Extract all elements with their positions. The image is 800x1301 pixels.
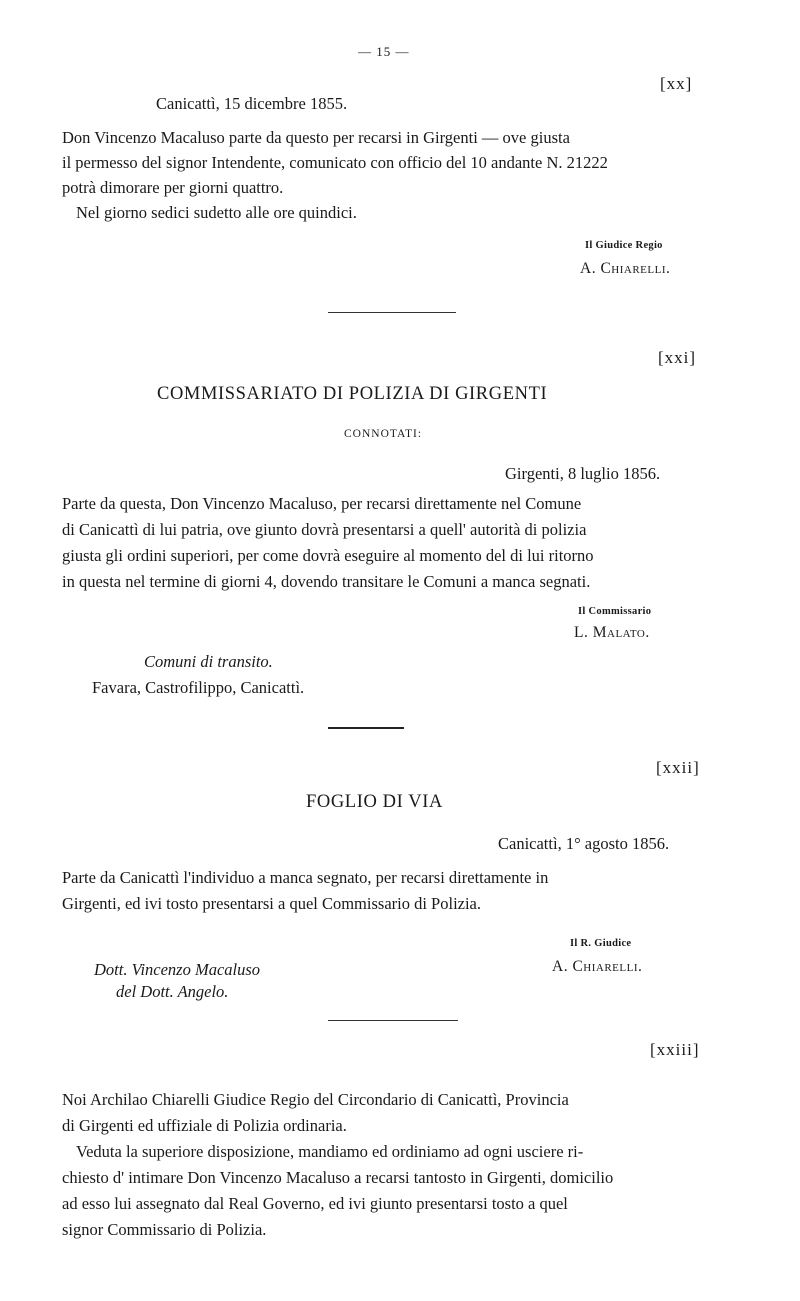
page-number: — 15 — <box>358 44 410 59</box>
signature-title: Il Giudice Regio <box>585 240 663 251</box>
section-xx-place-date: Canicattì, 15 dicembre 1855. <box>156 94 348 113</box>
section-xxi-heading: COMMISSARIATO DI POLIZIA DI GIRGENTI <box>157 384 548 404</box>
section-xxi-line: giusta gli ordini superiori, per come dovrà eseguire al momento del di lui ritorno <box>62 546 594 565</box>
signature-name: A. Chiarelli. <box>580 260 671 277</box>
section-xx-line: Nel giorno sedici sudetto alle ore quindici. <box>76 203 357 222</box>
divider <box>328 727 404 729</box>
signature-name: A. Chiarelli. <box>552 958 643 975</box>
person-name-line: del Dott. Angelo. <box>116 982 229 1001</box>
divider <box>328 312 456 313</box>
signature-title: Il Commissario <box>578 606 652 617</box>
section-xxiii-line: di Girgenti ed uffiziale di Polizia ordinaria. <box>62 1116 347 1135</box>
section-xxii-line: Girgenti, ed ivi tosto presentarsi a quel Commissario di Polizia. <box>62 894 482 913</box>
section-xxiii-line: signor Commissario di Polizia. <box>62 1220 267 1239</box>
section-xxiii-line: ad esso lui assegnato dal Real Governo, ed ivi giunto presentarsi tosto a quel <box>62 1194 568 1213</box>
section-xxii-heading: FOGLIO DI VIA <box>306 792 443 812</box>
section-label-xxi: [xxi] <box>658 348 697 367</box>
transit-list: Favara, Castrofilippo, Canicattì. <box>92 678 305 697</box>
section-xxiii-line: chiesto d' intimare Don Vincenzo Macaluso a recarsi tantosto in Girgenti, domicilio <box>62 1168 614 1187</box>
divider <box>328 1020 458 1021</box>
section-xxii-place-date: Canicattì, 1° agosto 1856. <box>498 834 670 853</box>
transit-label: Comuni di transito. <box>144 652 273 671</box>
section-xxiii-line: Veduta la superiore disposizione, mandiamo ed ordiniamo ad ogni usciere ri- <box>76 1142 584 1161</box>
section-xx-line: il permesso del signor Intendente, comunicato con officio del 10 andante N. 21222 <box>62 153 608 172</box>
section-label-xxii: [xxii] <box>656 758 700 777</box>
section-xxi-place-date: Girgenti, 8 luglio 1856. <box>505 464 661 483</box>
section-xxi-line: in questa nel termine di giorni 4, dovendo transitare le Comuni a manca segnati. <box>62 572 591 591</box>
section-xx-line: potrà dimorare per giorni quattro. <box>62 178 284 197</box>
section-label-xx: [xx] <box>660 74 693 93</box>
section-label-xxiii: [xxiii] <box>650 1040 700 1059</box>
section-xxii-line: Parte da Canicattì l'individuo a manca segnato, per recarsi direttamente in <box>62 868 549 887</box>
section-xx-line: Don Vincenzo Macaluso parte da questo per recarsi in Girgenti — ove giusta <box>62 128 570 147</box>
signature-title: Il R. Giudice <box>570 938 632 949</box>
section-xxi-line: di Canicattì di lui patria, ove giunto dovrà presentarsi a quell' autorità di polizia <box>62 520 587 539</box>
section-xxi-subheading: CONNOTATI: <box>344 428 423 440</box>
signature-name: L. Malato. <box>574 624 650 641</box>
person-name-line: Dott. Vincenzo Macaluso <box>94 960 261 979</box>
section-xxiii-line: Noi Archilao Chiarelli Giudice Regio del Circondario di Canicattì, Provincia <box>62 1090 569 1109</box>
section-xxi-line: Parte da questa, Don Vincenzo Macaluso, per recarsi direttamente nel Comune <box>62 494 582 513</box>
